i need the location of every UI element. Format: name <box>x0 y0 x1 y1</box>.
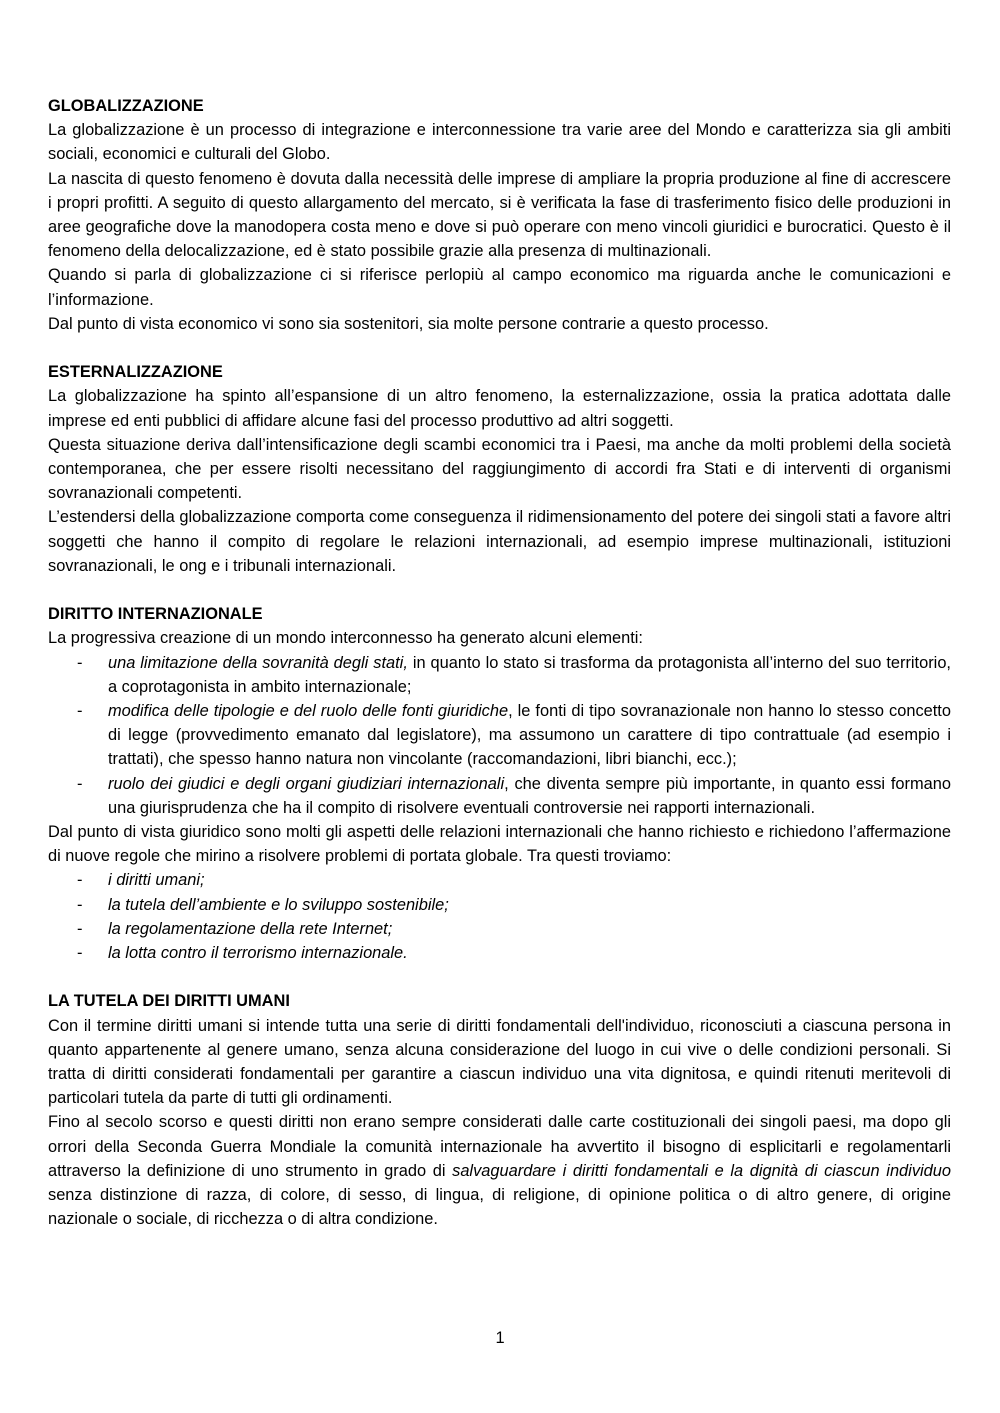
section-heading: ESTERNALIZZAZIONE <box>48 363 223 382</box>
list-item <box>48 868 951 892</box>
paragraph: Dal punto di vista giuridico sono molti gli aspetti delle relazioni internazionali che hanno richiesto e richiedono l’affermazione di nuove regole che mirino a risolvere problemi di portata globale. Tra questi troviamo: <box>48 823 951 866</box>
paragraph: L’estendersi della globalizzazione comporta come conseguenza il ridimensionamento del potere dei singoli stati a favore altri soggetti che hanno il compito di regolare le relazioni internazionali, ad esempio imprese multinazionali, istituzioni sovranazionali, le ong e i tribunali internazionali. <box>48 508 951 575</box>
list-item-emphasis: la lotta contro il terrorismo internazionale. <box>108 944 408 963</box>
document-page <box>48 94 951 1232</box>
paragraph: Dal punto di vista economico vi sono sia sostenitori, sia molte persone contrarie a questo processo. <box>48 314 769 333</box>
paragraph-text: Fino al secolo scorso e questi diritti non erano sempre considerati dalle carte costituzionali dei singoli paesi, ma dopo gli orrori della Seconda Guerra Mondiale la comunità internazionale ha avvertito il bisogno di esplicitarli e regolamentarli attraverso la definizione di uno strumento in grado di <box>48 1113 951 1180</box>
paragraph: Questa situazione deriva dall’intensificazione degli scambi economici tra i Paesi, ma anche da molti problemi della società contemporanea, che per essere risolti necessitano del raggiungimento di accordi fra Stati e di interventi di organismi sovranazionali competenti. <box>48 435 951 503</box>
paragraph-text: senza distinzione di razza, di colore, di sesso, di lingua, di religione, di opinione politica o di altro genere, di origine nazionale o sociale, di ricchezza o di altra condizione. <box>48 1186 951 1229</box>
bullet-dash: - <box>77 702 83 721</box>
list-item <box>48 941 951 965</box>
paragraph-emphasis: salvaguardare i diritti fondamentali e la dignità di ciascun individuo <box>452 1161 951 1180</box>
bullet-dash: - <box>77 895 83 914</box>
paragraph <box>48 1110 951 1231</box>
list-item <box>48 699 951 772</box>
section-globalizzazione <box>48 94 951 336</box>
bullet-dash: - <box>77 919 83 938</box>
list-item-text: in quanto lo stato si trasforma da protagonista all’interno del suo territorio, a coprotagonista in ambito internazionale; <box>108 653 951 696</box>
section-heading: DIRITTO INTERNAZIONALE <box>48 605 263 624</box>
list-item <box>48 651 951 699</box>
list-item-emphasis: i diritti umani; <box>108 871 205 890</box>
bullet-dash: - <box>77 871 83 890</box>
section-diritti-umani <box>48 989 951 1231</box>
elements-list <box>48 651 951 820</box>
bullet-dash: - <box>77 774 83 793</box>
page-number: 1 <box>495 1329 505 1347</box>
paragraph: La nascita di questo fenomeno è dovuta dalla necessità delle imprese di ampliare la propria produzione al fine di accrescere i propri profitti. A seguito di questo allargamento del mercato, si è verificata la fase di trasferimento fisico delle produzioni in aree geografiche dove la manodopera costa meno e dove si può operare con meno vincoli giuridici e burocratici. Questo è il fenomeno della delocalizzazione, ed è stato possibile grazie alla presenza di multinazionali. <box>48 169 951 261</box>
paragraph: Con il termine diritti umani si intende tutta una serie di diritti fondamentali dell'individuo, riconosciuti a ciascuna persona in quanto appartenente al genere umano, senza alcuna considerazione del luogo in cui vive o delle condizioni personali. Si tratta di diritti considerati fondamentali per garantire a ciascun individuo una vita dignitosa, e quindi ritenuti meritevoli di particolari tutela da parte di tutti gli ordinamenti. <box>48 1016 951 1108</box>
issues-list <box>48 868 951 965</box>
list-item-emphasis: ruolo dei giudici e degli organi giudiziari internazionali <box>108 774 505 793</box>
section-spacer <box>48 336 951 360</box>
list-item-emphasis: la regolamentazione della rete Internet; <box>108 919 393 938</box>
section-diritto-internazionale <box>48 602 951 965</box>
paragraph: La globalizzazione è un processo di integrazione e interconnessione tra varie aree del Mondo e caratterizza sia gli ambiti sociali, economici e culturali del Globo. <box>48 121 951 164</box>
list-item-text: , che diventa sempre più importante, in quanto essi formano una giurisprudenza che ha il compito di risolvere eventuali controversie nei rapporti internazionali. <box>108 774 951 817</box>
section-spacer <box>48 965 951 989</box>
paragraph: La progressiva creazione di un mondo interconnesso ha generato alcuni elementi: <box>48 629 643 648</box>
section-heading: GLOBALIZZAZIONE <box>48 97 204 115</box>
list-item <box>48 772 951 820</box>
list-item <box>48 893 951 917</box>
section-esternalizzazione <box>48 360 951 578</box>
list-item-text: , le fonti di tipo sovranazionale non hanno lo stesso concetto di legge (provvedimento emanato dal legislatore), ma assumono un carattere di tipo contrattuale (ad esempio i trattati), che spesso hanno natura non vincolante (raccomandazioni, libri bianchi, ecc.); <box>108 702 951 769</box>
paragraph: La globalizzazione ha spinto all’espansione di un altro fenomeno, la esternalizzazione, ossia la pratica adottata dalle imprese ed enti pubblici di affidare alcune fasi del processo produttivo ad altri soggetti. <box>48 387 951 430</box>
bullet-dash: - <box>77 653 83 672</box>
paragraph: Quando si parla di globalizzazione ci si riferisce perlopiù al campo economico ma riguarda anche le comunicazioni e l’informazione. <box>48 266 951 309</box>
section-heading: LA TUTELA DEI DIRITTI UMANI <box>48 992 290 1011</box>
list-item <box>48 917 951 941</box>
list-item-emphasis: modifica delle tipologie e del ruolo delle fonti giuridiche <box>108 702 509 721</box>
bullet-dash: - <box>77 944 83 963</box>
list-item-emphasis: la tutela dell’ambiente e lo sviluppo sostenibile; <box>108 895 449 914</box>
list-item-emphasis: una limitazione della sovranità degli stati, <box>108 653 408 672</box>
section-spacer <box>48 578 951 602</box>
